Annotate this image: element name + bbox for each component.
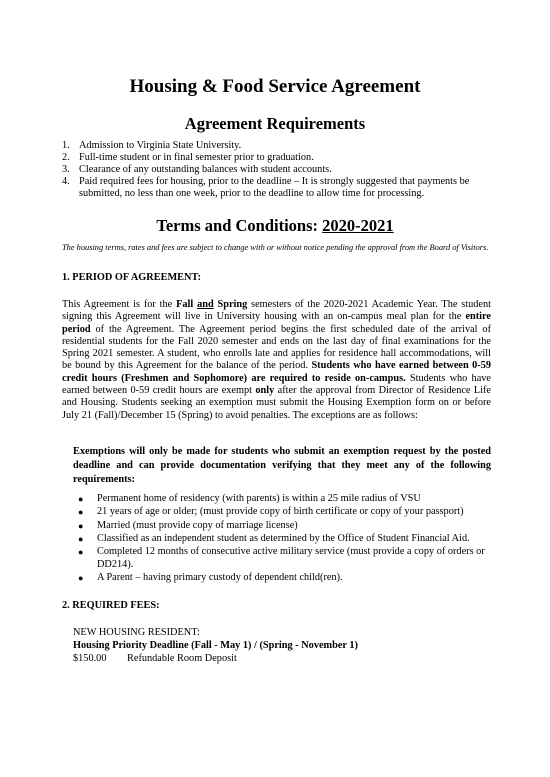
requirements-list <box>62 140 492 200</box>
bullet-icon: ● <box>78 520 84 531</box>
list-item: ● 21 years of age or older; (must provide copy of birth certificate or copy of your passport) <box>78 506 464 518</box>
list-item: 2. Full-time student or in final semester prior to graduation. <box>62 152 314 163</box>
section-heading-period: 1. PERIOD OF AGREEMENT: <box>62 272 202 283</box>
list-item: ● Classified as an independent student as determined by the Office of Student Financial Aid. <box>78 532 470 544</box>
terms-heading: Terms and Conditions: 2020-2021 <box>156 216 394 235</box>
period-paragraph: This Agreement is for the Fall and Spring semesters of the 2020-2021 Academic Year. The student signing this Agreement will live in University housing with an on-campus meal plan for the entire period of the Agreement. The Agreement period begins the first scheduled date of the arrival of residential students for the Fall 2020 semester and ends on the last day of final examinations for the Spring 2021 semester. A student, who enrolls late and applies for residence hall accommodations, will be bound by this Agreement for the balance of the period. Students who have earned between 0-59 credit hours (Freshmen and Sophomore) are required to reside on-campus. Students who have earned between 0-59 credit hours are exempt only after the approval from Director of Residence Life and Housing. Students seeking an exemption must submit the Housing Exemption form on or before July 21 (Fall)/December 15 (Spring) to avoid penalties. The exceptions are as follows: <box>62 299 491 421</box>
priority-deadline: Housing Priority Deadline (Fall - May 1) / (Spring - November 1) <box>73 640 358 651</box>
bullet-icon: ● <box>78 494 84 504</box>
list-item: 4. Paid required fees for housing, prior to the deadline – It is strongly suggested that payments be submitted, no less than one week, prior to the deadline to allow time for processing. <box>62 176 470 199</box>
list-item: 3. Clearance of any outstanding balances with student accounts. <box>62 164 332 175</box>
section-heading-fees: 2. REQUIRED FEES: <box>62 600 160 611</box>
list-item: ● A Parent – having primary custody of dependent child(ren). <box>78 572 343 583</box>
bullet-icon: ● <box>78 533 84 544</box>
document-title: Housing & Food Service Agreement <box>129 76 421 97</box>
fee-amount: $150.00 <box>73 653 107 664</box>
fee-label: Refundable Room Deposit <box>127 653 237 664</box>
exemption-heading: Exemptions will only be made for students who submit an exemption request by the posted deadline and can provide documentation verifying that they meet any of the following requirements: <box>73 446 491 485</box>
list-item: ● Completed 12 months of consecutive active military service (must provide a copy of orders or DD214). <box>78 546 485 570</box>
list-item: ● Permanent home of residency (with parents) is within a 25 mile radius of VSU <box>78 493 421 504</box>
fee-row <box>73 652 358 665</box>
bullet-icon: ● <box>78 507 84 518</box>
bullet-icon: ● <box>78 573 84 583</box>
bullet-icon: ● <box>78 547 84 558</box>
exemption-list <box>78 493 493 585</box>
new-resident-label: NEW HOUSING RESIDENT: <box>73 627 200 638</box>
requirements-heading: Agreement Requirements <box>184 114 366 133</box>
terms-year: 2020-2021 <box>322 216 394 235</box>
list-item: ● Married (must provide copy of marriage license) <box>78 519 298 531</box>
list-item: 1. Admission to Virginia State University. <box>62 140 242 151</box>
fees-block <box>73 626 358 665</box>
terms-note: The housing terms, rates and fees are subject to change with or without notice pending the approval from the Board of Visitors. <box>62 243 489 252</box>
